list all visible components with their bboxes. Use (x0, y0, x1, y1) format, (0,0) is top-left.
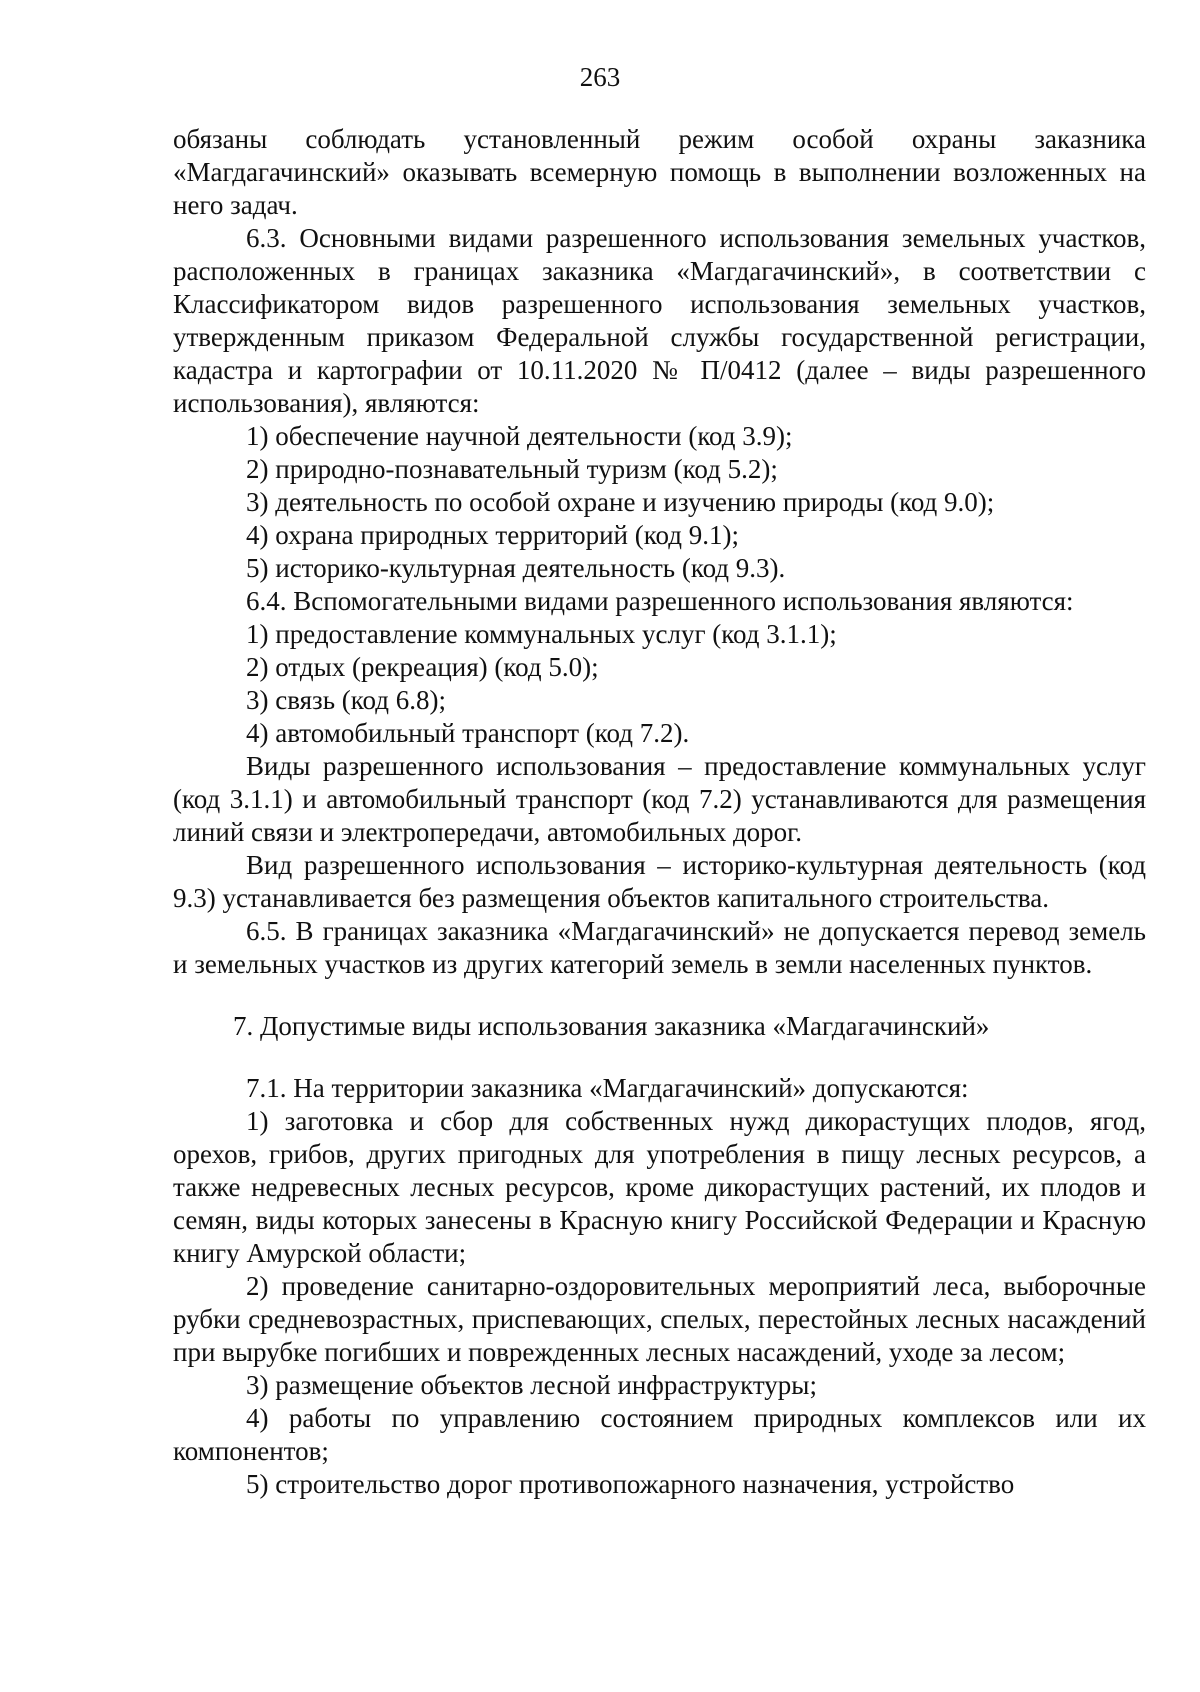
list-item-6-3-2: 2) природно-познавательный туризм (код 5.2); (246, 454, 778, 484)
list-item-7-1-1: 1) заготовка и сбор для собственных нужд дикорастущих плодов, ягод, орехов, грибов, других пригодных для употребления в пищу лесных ресурсов, а также недревесных лесных ресурсов, кроме дикорастущих растений, их плодов и семян, виды которых занесены в Красную книгу Российской Федерации и Красную книгу Амурской области; (173, 1106, 1146, 1268)
list-item-6-4-4: 4) автомобильный транспорт (код 7.2). (246, 718, 690, 748)
list-item-7-1-3: 3) размещение объектов лесной инфраструктуры; (246, 1370, 817, 1400)
list-item-7-1-2: 2) проведение санитарно-оздоровительных мероприятий леса, выборочные рубки средневозрастных, приспевающих, спелых, перестойных лесных насаждений при вырубке погибших и поврежденных лесных насаждений, уходе за лесом; (173, 1271, 1146, 1367)
list-item-6-3-3: 3) деятельность по особой охране и изучению природы (код 9.0); (246, 487, 995, 517)
list-item-6-3-1: 1) обеспечение научной деятельности (код 3.9); (246, 421, 793, 451)
page-number: 263 (579, 62, 621, 92)
paragraph-6-5: 6.5. В границах заказника «Магдагачинский» не допускается перевод земель и земельных участков из других категорий земель в земли населенных пунктов. (173, 916, 1146, 979)
paragraph-7-1: 7.1. На территории заказника «Магдагачинский» допускаются: (246, 1073, 969, 1103)
list-item-6-4-3: 3) связь (код 6.8); (246, 685, 446, 715)
list-item-7-1-4: 4) работы по управлению состоянием природных комплексов или их компонентов; (173, 1403, 1146, 1466)
list-item-7-1-5: 5) строительство дорог противопожарного назначения, устройство (246, 1469, 1015, 1499)
list-item-6-3-5: 5) историко-культурная деятельность (код 9.3). (246, 553, 786, 583)
paragraph-continuation: обязаны соблюдать установленный режим особой охраны заказника «Магдагачинский» оказывать всемерную помощь в выполнении возложенных на него задач. (173, 124, 1146, 220)
list-item-6-4-2: 2) отдых (рекреация) (код 5.0); (246, 652, 599, 682)
list-item-6-3-4: 4) охрана природных территорий (код 9.1); (246, 520, 739, 550)
paragraph-utilities-note: Виды разрешенного использования – предоставление коммунальных услуг (код 3.1.1) и автомобильный транспорт (код 7.2) устанавливаются для размещения линий связи и электропередачи, автомобильных дорог. (173, 751, 1146, 847)
document-body (173, 123, 1146, 1501)
list-item-6-4-1: 1) предоставление коммунальных услуг (код 3.1.1); (246, 619, 837, 649)
section-heading-7: 7. Допустимые виды использования заказника «Магдагачинский» (233, 1011, 990, 1041)
paragraph-6-3: 6.3. Основными видами разрешенного использования земельных участков, расположенных в границах заказника «Магдагачинский», в соответствии с Классификатором видов разрешенного использования земельных участков, утвержденным приказом Федеральной службы государственной регистрации, кадастра и картографии от 10.11.2020 № П/0412 (далее – виды разрешенного использования), являются: (173, 223, 1146, 418)
paragraph-cultural-note: Вид разрешенного использования – историко-культурная деятельность (код 9.3) устанавливается без размещения объектов капитального строительства. (173, 850, 1146, 913)
paragraph-6-4: 6.4. Вспомогательными видами разрешенного использования являются: (246, 586, 1074, 616)
